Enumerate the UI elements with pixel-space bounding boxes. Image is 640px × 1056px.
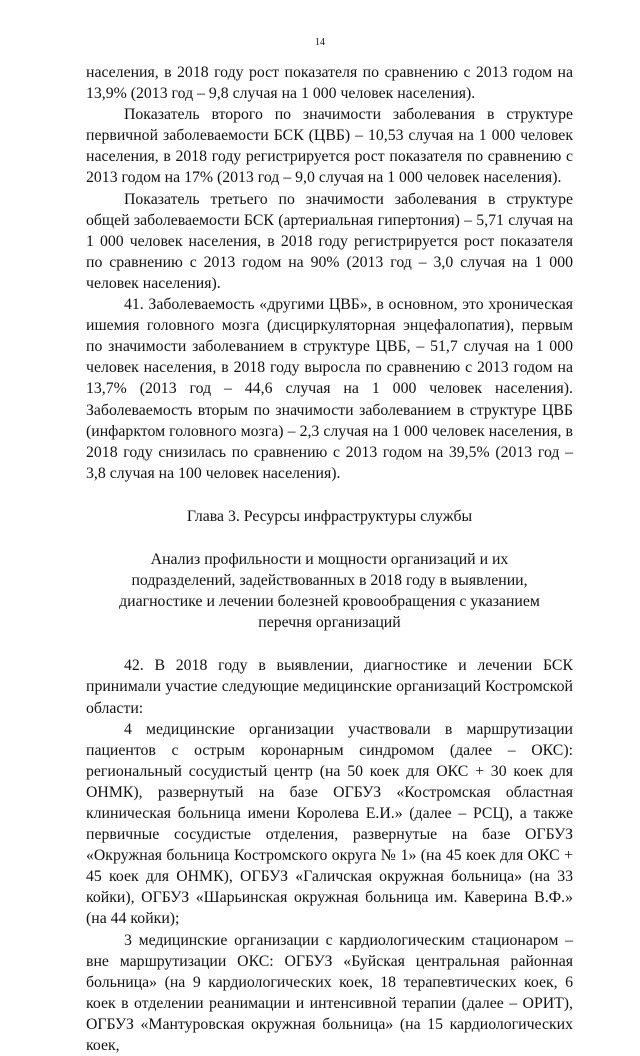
page-number: 14: [315, 37, 325, 48]
paragraph-cvb-indicator: Показатель второго по значимости заболевания в структуре первичной заболеваемости БСК (ЦВБ) – 10,53 случая на 1 000 человек населения, в 2018 году регистрируется рост показателя по сравнению с 2013 годом на 17% (2013 год – 9,0 случая на 1 000 человек населения).: [86, 106, 573, 187]
paragraph-cardiology-hospitals: 3 медицинские организации с кардиологическим стационаром – вне маршрутизации ОКС: ОГБУЗ «Буйская центральная районная больница» (на 9 кардиологических коек, 18 терапевтических коек, 6 коек в отделении реанимации и интенсивной терапии (далее – ОРИТ), ОГБУЗ «Мантуровская окружная больница» (на 15 кардиологических коек,: [86, 931, 573, 1055]
chapter-heading: Глава 3. Ресурсы инфраструктуры службы: [186, 507, 473, 525]
paragraph-hypertension-indicator: Показатель третьего по значимости заболевания в структуре общей заболеваемости БСК (артериальная гипертония) – 5,71 случая на 1 000 человек населения, в 2018 году регистрируется рост показателя по сравнению с 2013 годом на 90% (2013 год – 3,0 случая на 1 000 человек населения).: [86, 190, 573, 292]
page-body: [86, 62, 573, 1056]
section-heading: Анализ профильности и мощности организаций и их подразделений, задействованных в 2018 году в выявлении, диагностике и лечении болезней кровообращения с указанием перечня организаций: [119, 550, 540, 632]
paragraph-41: 41. Заболеваемость «другими ЦВБ», в основном, это хроническая ишемия головного мозга (дисциркуляторная энцефалопатия), первым по значимости заболеванием в структуре ЦВБ, – 51,7 случая на 1 000 человек населения, в 2018 году выросла по сравнению с 2013 годом на 13,7% (2013 год – 44,6 случая на 1 000 человек населения). Заболеваемость вторым по значимости заболеванием в структуре ЦВБ (инфарктом головного мозга) – 2,3 случая на 1 000 человек населения, в 2018 году снизилась по сравнению с 2013 годом на 39,5% (2013 год – 3,8 случая на 100 человек населения).: [86, 296, 573, 482]
paragraph-continuation: населения, в 2018 году рост показателя по сравнению с 2013 годом на 13,9% (2013 год – 9,8 случая на 1 000 человек населения).: [86, 64, 573, 103]
paragraph-42: 42. В 2018 году в выявлении, диагностике и лечении БСК принимали участие следующие медицинские организаций Костромской области:: [86, 657, 573, 717]
paragraph-acs-routing: 4 медицинские организации участвовали в маршрутизации пациентов с острым коронарным синдромом (далее – ОКС): региональный сосудистый центр (на 50 коек для ОКС + 30 коек для ОНМК), развернутый на базе ОГБУЗ «Костромская областная клиническая больница имени Королева Е.И.» (далее – РСЦ), а также первичные сосудистые отделения, развернутые на базе ОГБУЗ «Окружная больница Костромского округа № 1» (на 45 коек для ОКС + 45 коек для ОНМК), ОГБУЗ «Галичская окружная больница» (на 33 койки), ОГБУЗ «Шарьинская окружная больница им. Каверина В.Ф.» (на 44 койки);: [86, 720, 573, 928]
